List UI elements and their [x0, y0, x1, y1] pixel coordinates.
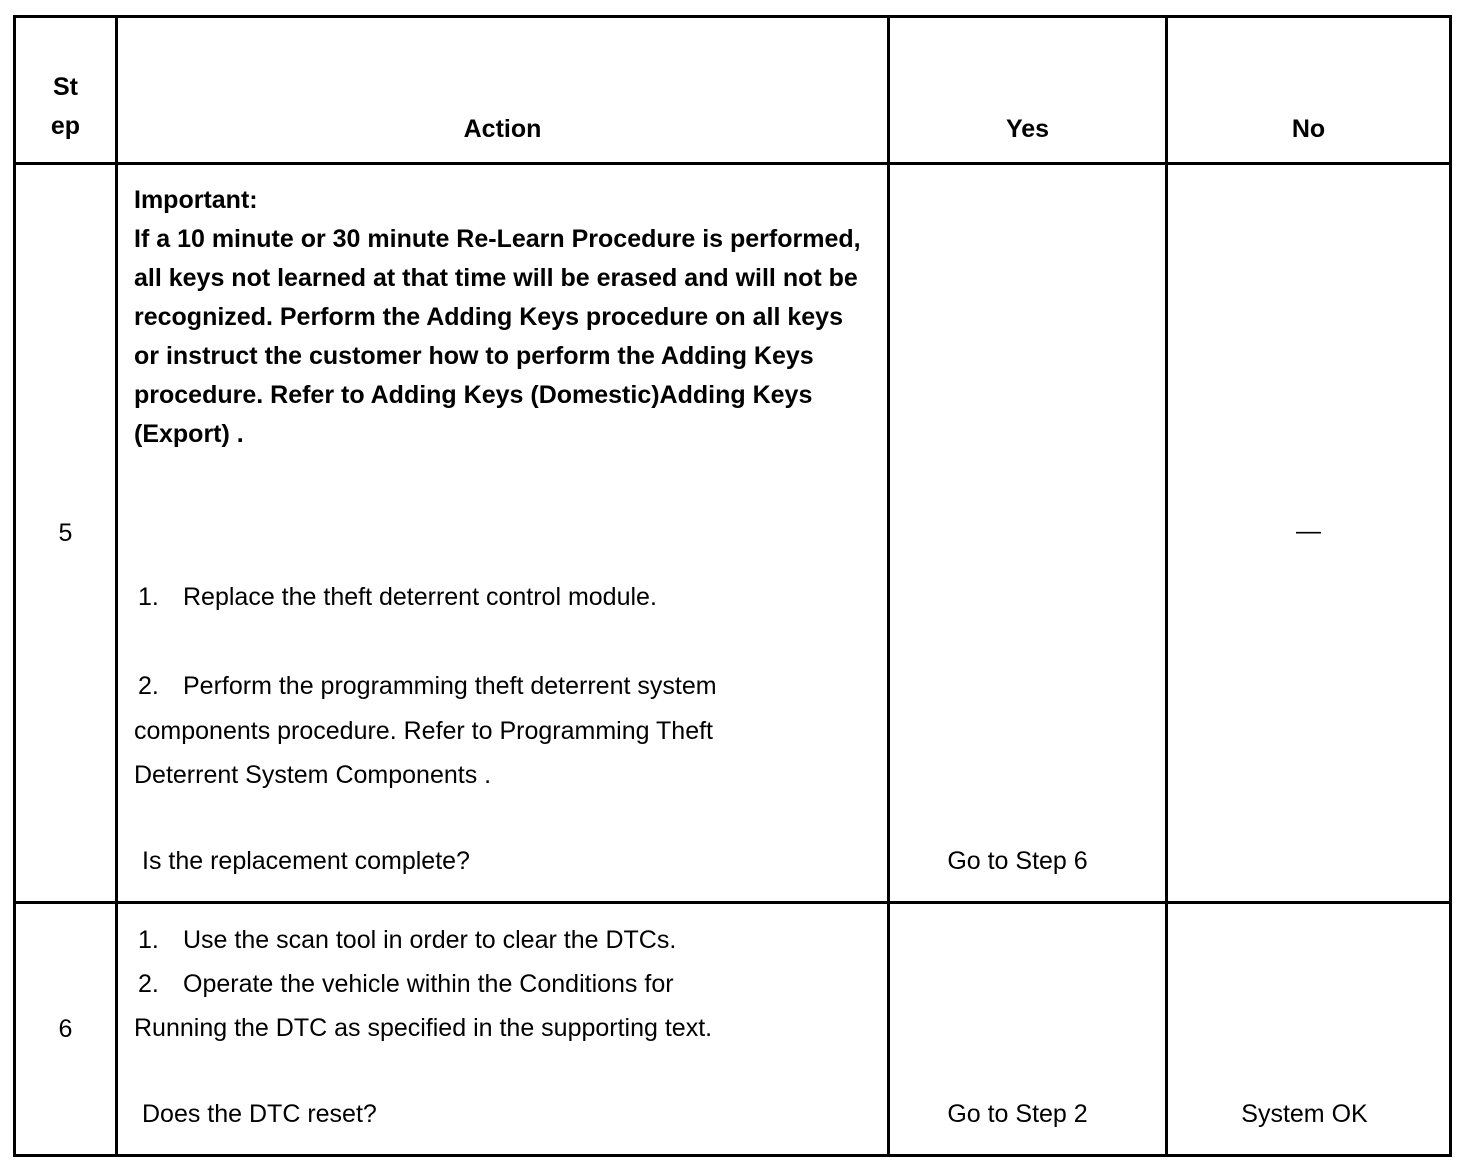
action-cell — [117, 164, 889, 903]
header-yes: Yes — [889, 17, 1167, 164]
list-item: 1. Replace the theft deterrent control module. — [138, 583, 657, 611]
yes-result: Go to Step 6 — [947, 847, 1088, 875]
no-cell — [1167, 903, 1451, 1156]
yes-cell — [889, 903, 1167, 1156]
diagnostic-table — [13, 15, 1452, 1157]
important-text: If a 10 minute or 30 minute Re-Learn Procedure is performed, all keys not learned at that time will be erased and will not be recognized. Perform the Adding Keys procedure on all keys or instruct the customer how to perform the Adding Keys procedure. Refer to Adding Keys (Domestic)Adding Keys (Export) . — [134, 225, 861, 448]
no-result: System OK — [1241, 1100, 1368, 1128]
list-item: 2. Operate the vehicle within the Conditions for — [138, 970, 674, 998]
yes-result: Go to Step 2 — [947, 1100, 1088, 1128]
header-action: Action — [117, 17, 889, 164]
header-step-line2: ep — [50, 112, 81, 140]
no-cell — [1167, 164, 1451, 903]
important-note — [134, 181, 874, 454]
question-text: Does the DTC reset? — [142, 1100, 377, 1128]
important-title: Important: — [134, 186, 258, 214]
action-cell — [117, 903, 889, 1156]
header-row — [15, 17, 1451, 164]
table-row-step-5 — [15, 164, 1451, 903]
header-step-line1: St — [53, 73, 78, 101]
step-number: 6 — [15, 903, 117, 1156]
list-item-continuation: Running the DTC as specified in the supporting text. — [134, 1014, 713, 1042]
header-step — [15, 17, 117, 164]
no-result: — — [1296, 517, 1321, 545]
question-text: Is the replacement complete? — [142, 847, 470, 875]
header-no: No — [1167, 17, 1451, 164]
step-number: 5 — [15, 164, 117, 903]
list-item-continuation: components procedure. Refer to Programming Theft — [134, 717, 713, 745]
yes-cell — [889, 164, 1167, 903]
list-item-continuation: Deterrent System Components . — [134, 761, 492, 789]
table-row-step-6 — [15, 903, 1451, 1156]
list-item: 2. Perform the programming theft deterrent system — [138, 672, 717, 700]
list-item: 1. Use the scan tool in order to clear the DTCs. — [138, 926, 677, 954]
